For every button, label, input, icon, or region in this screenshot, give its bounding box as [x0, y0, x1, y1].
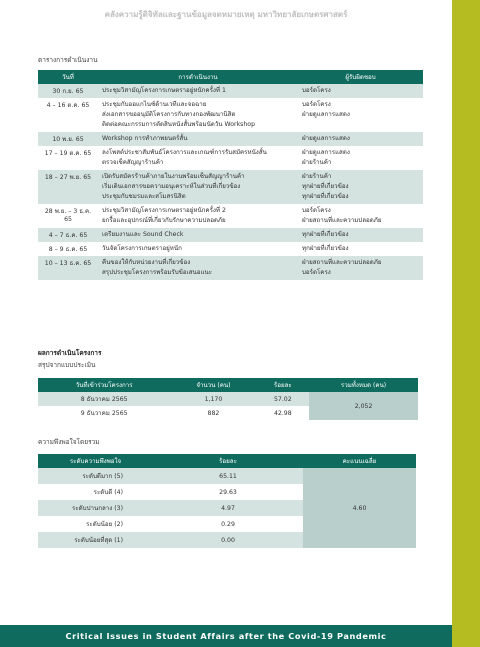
satisfaction-col-percent: ร้อยละ: [153, 454, 303, 468]
table-row: [38, 242, 423, 256]
satisfaction-percent: 0.00: [153, 532, 303, 548]
schedule-activity: Workshop การทำภาพยนตร์สั้น: [102, 135, 188, 142]
schedule-activity: ตรวจเช็คสัญญาร้านค้า: [102, 159, 164, 166]
schedule-activity: ประชุมวิสามัญโครงการเกษตราอยู่หนักครั้งที่ 1: [102, 87, 226, 94]
schedule-date: 10 – 13 ธ.ค. 65: [38, 256, 98, 280]
satisfaction-header-row: [38, 454, 416, 468]
schedule-activity: คืนของให้กับหน่วยงานที่เกี่ยวข้อง: [102, 259, 191, 266]
schedule-date: 17 – 19 ต.ค. 65: [38, 146, 98, 170]
schedule-activity: ประชุมกับออแกไนซ์ด้านเวทีและจอฉาย: [102, 101, 207, 108]
satisfaction-col-average: คะแนนเฉลี่ย: [303, 454, 416, 468]
schedule-responsible: ทุกฝ่ายที่เกี่ยวข้อง: [302, 183, 349, 190]
participants-count: 882: [170, 406, 256, 420]
schedule-responsible: ฝ่ายดูแลการแสดง: [302, 111, 350, 118]
schedule-activity: วันจัดโครงการเกษตราอยู่หนัก: [102, 245, 182, 252]
participants-col-total: รวมทั้งหมด (คน): [309, 378, 418, 392]
table-row: [38, 228, 423, 242]
satisfaction-level: ระดับดี (4): [38, 484, 153, 500]
satisfaction-percent: 65.11: [153, 468, 303, 484]
participants-percent: 42.98: [257, 406, 310, 420]
page-footer-banner: Critical Issues in Student Affairs after the Covid-19 Pandemic: [0, 625, 452, 647]
schedule-activity: ติดต่อคณะกรรมการตัดสินหนังสั้นพร้อมนัดวัน Workshop: [102, 121, 256, 128]
schedule-responsible: ฝ่ายดูแลการแสดง: [302, 149, 350, 156]
table-row: [38, 170, 423, 204]
schedule-date: 30 ก.ย. 65: [38, 84, 98, 98]
participants-col-percent: ร้อยละ: [257, 378, 310, 392]
satisfaction-average: 4.60: [303, 468, 416, 548]
satisfaction-percent: 0.29: [153, 516, 303, 532]
schedule-responsible: ทุกฝ่ายที่เกี่ยวข้อง: [302, 231, 349, 238]
satisfaction-table: [38, 454, 416, 548]
schedule-responsible: บอร์ดโครง: [302, 87, 331, 94]
table-row: [38, 132, 423, 146]
schedule-responsible: บอร์ดโครง: [302, 269, 331, 276]
participants-table: [38, 378, 418, 420]
participants-col-count: จำนวน (คน): [170, 378, 256, 392]
schedule-col-date: วันที่: [38, 70, 98, 84]
participants-percent: 57.02: [257, 392, 310, 406]
table-row: [38, 98, 423, 132]
table-row: [38, 468, 416, 484]
schedule-date: 18 – 27 พ.ย. 65: [38, 170, 98, 204]
participants-date: 8 ธันวาคม 2565: [38, 392, 170, 406]
schedule-activity: ประชุมวิสามัญโครงการเกษตราอยู่หนักครั้งที่ 2: [102, 207, 226, 214]
satisfaction-percent: 4.97: [153, 500, 303, 516]
table-row: [38, 256, 423, 280]
schedule-col-activity: การดำเนินงาน: [98, 70, 298, 84]
schedule-header-row: [38, 70, 423, 84]
schedule-responsible: ฝ่ายสถานที่และความปลอดภัย: [302, 259, 382, 266]
schedule-activity: สรุปประชุมโครงการพร้อมรับข้อเสนอแนะ: [102, 269, 213, 276]
side-accent-bar: [452, 0, 480, 647]
schedule-date: 4 – 7 ธ.ค. 65: [38, 228, 98, 242]
schedule-responsible: บอร์ดโครง: [302, 101, 331, 108]
schedule-activity: เริ่มเดินเอกสารขอความอนุเคราะห์ในส่วนที่เกี่ยวข้อง: [102, 183, 241, 190]
participants-date: 9 ธันวาคม 2565: [38, 406, 170, 420]
schedule-activity: เปิดรับสมัครร้านค้าภายในงานพร้อมเซ็นสัญญาร้านค้า: [102, 173, 245, 180]
schedule-responsible: ฝ่ายสถานที่และความปลอดภัย: [302, 217, 382, 224]
schedule-date: 4 – 16 ต.ค. 65: [38, 98, 98, 132]
results-subheading: สรุปจากแบบประเมิน: [38, 361, 96, 369]
satisfaction-level: ระดับน้อยที่สุด (1): [38, 532, 153, 548]
satisfaction-level: ระดับน้อย (2): [38, 516, 153, 532]
results-heading: ผลการดำเนินโครงการ: [38, 349, 102, 357]
schedule-label: ตารางการดำเนินงาน: [38, 56, 98, 64]
satisfaction-percent: 29.63: [153, 484, 303, 500]
participants-header-row: [38, 378, 418, 392]
schedule-date: 10 พ.ย. 65: [38, 132, 98, 146]
satisfaction-col-level: ระดับความพึงพอใจ: [38, 454, 153, 468]
schedule-responsible: ทุกฝ่ายที่เกี่ยวข้อง: [302, 245, 349, 252]
schedule-table: [38, 70, 423, 280]
schedule-activity: เตรียมงานและ Sound Check: [102, 231, 184, 238]
schedule-date: 28 พ.ย. – 3 ธ.ค. 65: [38, 204, 98, 228]
participants-count: 1,170: [170, 392, 256, 406]
table-row: [38, 146, 423, 170]
participants-total: 2,052: [309, 392, 418, 420]
schedule-date: 8 – 9 ธ.ค. 65: [38, 242, 98, 256]
schedule-activity: ประชุมกับชมรมและสโมสรนิสิต: [102, 193, 186, 200]
schedule-responsible: ฝ่ายดูแลการแสดง: [302, 135, 350, 142]
schedule-responsible: บอร์ดโครง: [302, 207, 331, 214]
table-row: [38, 204, 423, 228]
schedule-activity: ยกรื้อและอุปกรณ์ที่เกี่ยวกับรักษาความปลอดภัย: [102, 217, 226, 224]
schedule-col-responsible: ผู้รับผิดชอบ: [298, 70, 423, 84]
schedule-responsible: ทุกฝ่ายที่เกี่ยวข้อง: [302, 193, 349, 200]
satisfaction-label: ความพึงพอใจโดยรวม: [38, 438, 100, 446]
satisfaction-level: ระดับดีมาก (5): [38, 468, 153, 484]
participants-col-date: วันที่เข้าร่วมโครงการ: [38, 378, 170, 392]
schedule-responsible: ฝ่ายร้านค้า: [302, 159, 332, 166]
schedule-activity: ลงโพสต์ประชาสัมพันธ์โครงการและเกณฑ์การรับสมัครหนังสั้น: [102, 149, 267, 156]
table-row: [38, 392, 418, 406]
table-row: [38, 84, 423, 98]
satisfaction-level: ระดับปานกลาง (3): [38, 500, 153, 516]
schedule-responsible: ฝ่ายร้านค้า: [302, 173, 332, 180]
schedule-activity: ส่งเอกสารขออนุมัติโครงการกับทางกองพัฒนานิสิต: [102, 111, 236, 118]
page-header-title: คลังความรู้ดิจิทัลและฐานข้อมูลจดหมายเหตุ มหาวิทยาลัยเกษตรศาสตร์: [104, 10, 348, 19]
